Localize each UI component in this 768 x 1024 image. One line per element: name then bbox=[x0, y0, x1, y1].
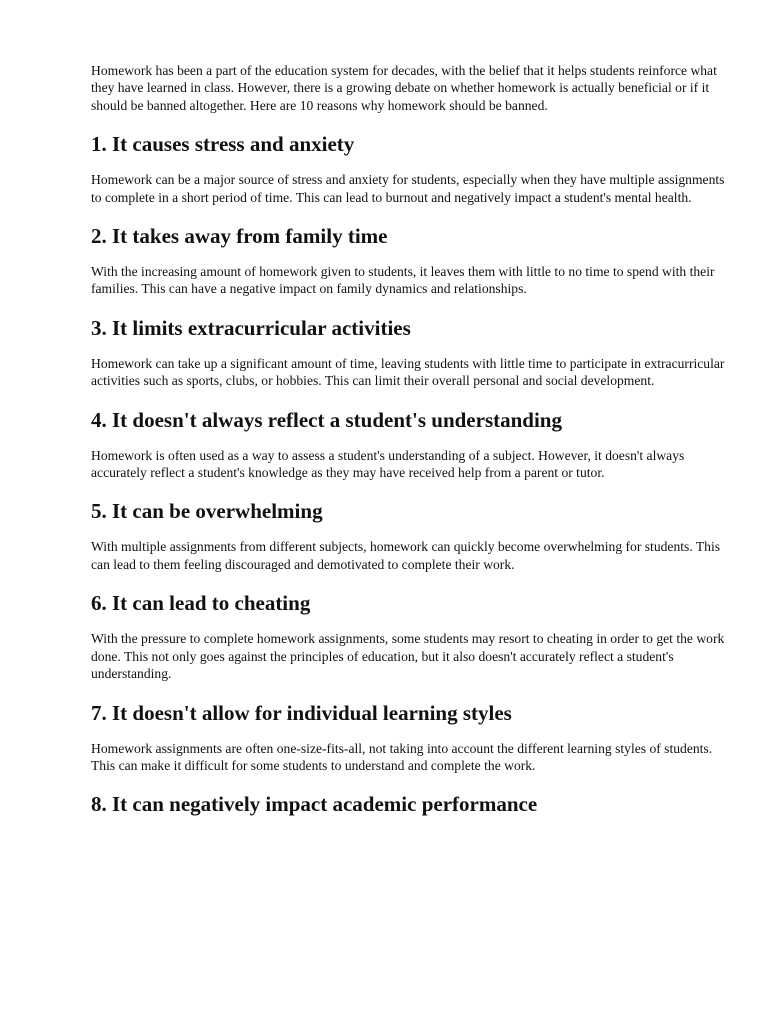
section-title-5: 5. It can be overwhelming bbox=[91, 499, 323, 524]
intro-paragraph: Homework has been a part of the education system for decades, with the belief that it helps students reinforce what they have learned in class. However, there is a growing debate on whether homework is actually beneficial or if it should be banned altogether. Here are 10 reasons why homework should be banned. bbox=[91, 63, 717, 113]
section-body-6: With the pressure to complete homework assignments, some students may resort to cheating in order to get the work done. This not only goes against the principles of education, but it also doesn't accurately reflect a student's understanding. bbox=[91, 631, 725, 682]
section-title-1: 1. It causes stress and anxiety bbox=[91, 132, 355, 157]
section-title-7: 7. It doesn't allow for individual learning styles bbox=[91, 700, 512, 725]
section-body-7: Homework assignments are often one-size-fits-all, not taking into account the different learning styles of students. This can make it difficult for some students to understand and complete the work. bbox=[91, 740, 713, 773]
section-body-2: With the increasing amount of homework given to students, it leaves them with little to no time to spend with their families. This can have a negative impact on family dynamics and relationships. bbox=[91, 264, 715, 297]
section-title-6: 6. It can lead to cheating bbox=[91, 591, 311, 616]
section-body-1: Homework can be a major source of stress and anxiety for students, especially when they have multiple assignments to complete in a short period of time. This can lead to burnout and negatively impact a student's mental health. bbox=[91, 172, 725, 205]
section-body-3: Homework can take up a significant amount of time, leaving students with little time to participate in extracurricular activities such as sports, clubs, or hobbies. This can limit their overall personal and social development. bbox=[91, 355, 725, 389]
section-title-2: 2. It takes away from family time bbox=[91, 224, 388, 249]
section-body-5: With multiple assignments from different subjects, homework can quickly become overwhelming for students. This can lead to them feeling discouraged and demotivated to complete their work. bbox=[91, 539, 721, 572]
section-title-3: 3. It limits extracurricular activities bbox=[91, 315, 411, 340]
section-title-4: 4. It doesn't always reflect a student's understanding bbox=[91, 407, 562, 432]
section-body-4: Homework is often used as a way to assess a student's understanding of a subject. However, it doesn't always accurately reflect a student's knowledge as they may have received help from a parent or tutor. bbox=[91, 447, 685, 481]
document-page bbox=[91, 62, 727, 831]
section-title-8: 8. It can negatively impact academic performance bbox=[91, 792, 538, 817]
